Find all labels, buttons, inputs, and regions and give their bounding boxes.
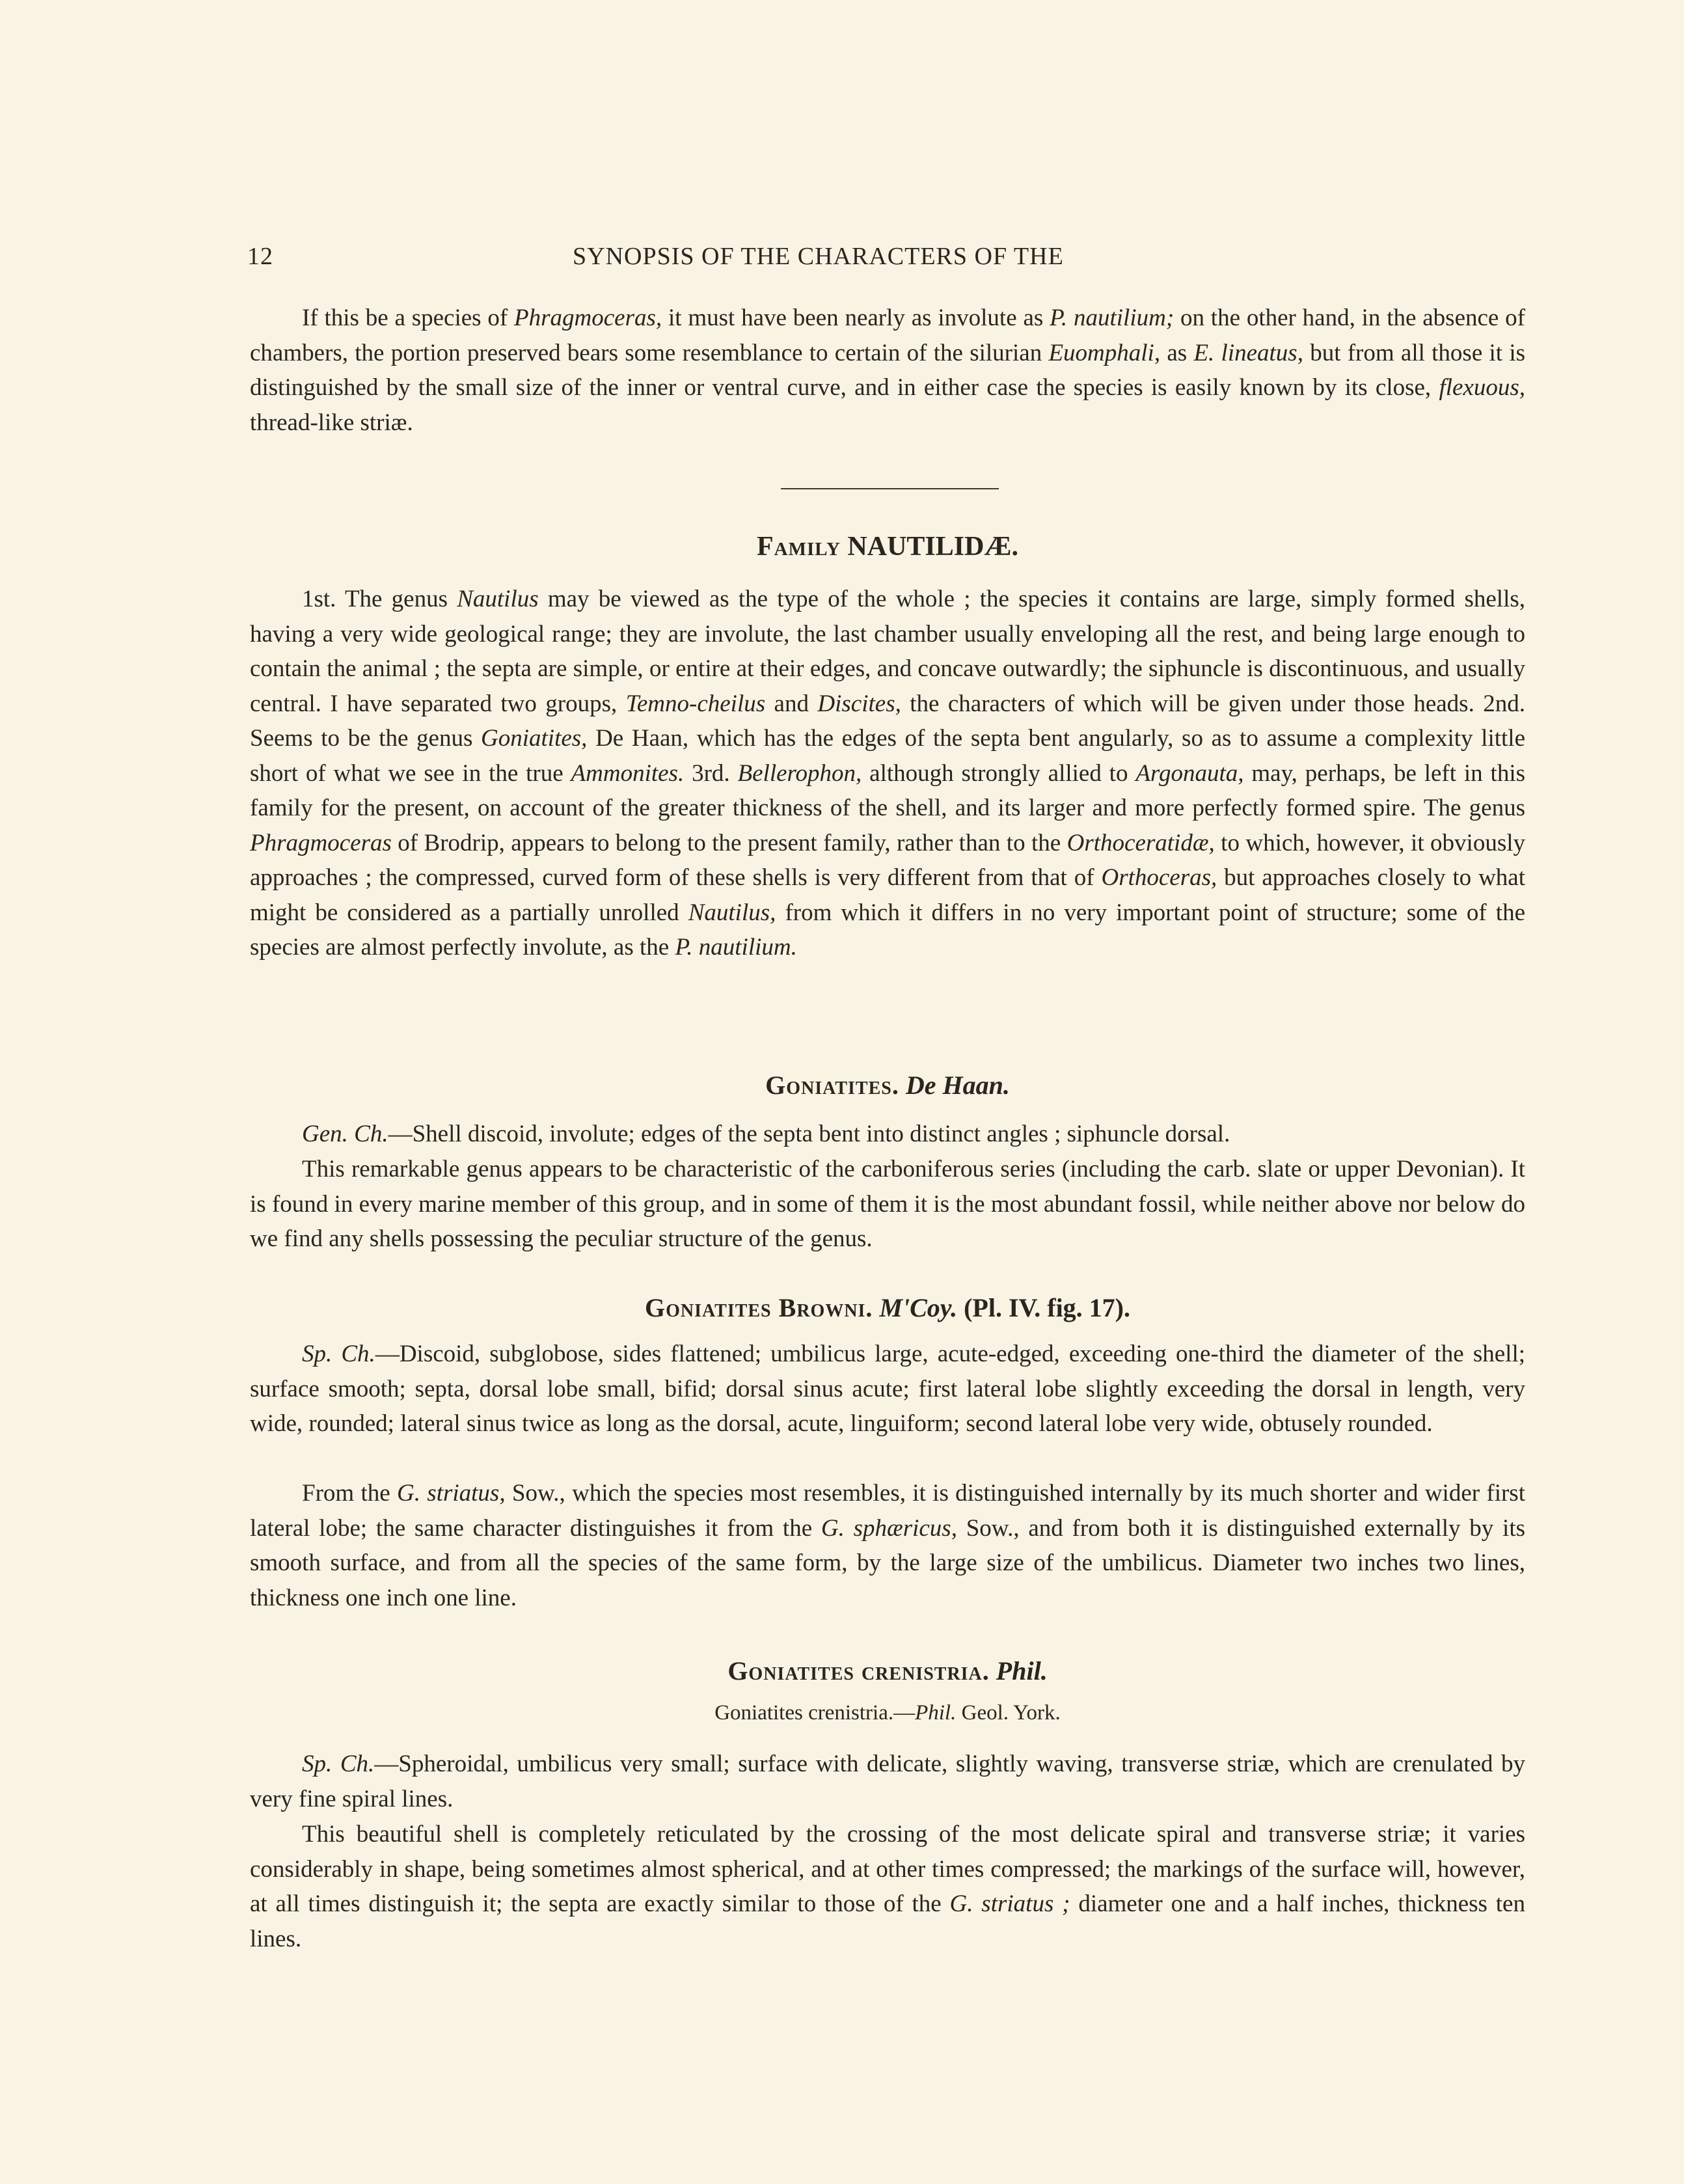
goniatites-description: This remarkable genus appears to be characteristic of the carboniferous series (including the carb. slate or upper Devonian). It is found in every marine member of this group, and in some of them it is the most abundant fossil, while neither above nor below do we find any shells possessing the peculiar structure of the genus. [250, 1156, 1525, 1252]
page-number: 12 [247, 243, 273, 270]
crenistria-description: This beautiful shell is completely reticulated by the crossing of the most delicate spiral and transverse striæ; it varies considerably in shape, being sometimes almost spherical, and at other times compressed; the markings of the surface will, however, at all times distinguish it; the septa are exactly similar to those of the G. striatus ; diameter one and a half inches, thickness ten lines. [250, 1821, 1525, 1952]
crenistria-specific-characters: Sp. Ch.—Spheroidal, umbilicus very small; surface with delicate, slightly waving, transverse striæ, which are crenulated by very fine spiral lines. [250, 1751, 1525, 1812]
browni-description: From the G. striatus, Sow., which the species most resembles, it is distinguished internally by its much shorter and wider first lateral lobe; the same character distinguishes it from the G. sphæricus, Sow., and from both it is distinguished externally by its smooth surface, and from all the species of the same form, by the large size of the umbilicus. Diameter two inches two lines, thickness one inch one line. [250, 1480, 1526, 1611]
species-heading-browni: Goniatites Browni. M'Coy. (Pl. IV. fig. 17). [644, 1293, 1130, 1322]
running-head [247, 242, 1523, 275]
section-divider [781, 488, 999, 489]
species-heading-crenistria: Goniatites crenistria. Phil. [727, 1656, 1048, 1686]
family-heading: Family NAUTILIDÆ. [757, 532, 1018, 562]
running-title: SYNOPSIS OF THE CHARACTERS OF THE [573, 243, 1064, 270]
intro-paragraph: If this be a species of Phragmoceras, it must have been nearly as involute as P. nautilium; on the other hand, in the absence of chambers, the portion preserved bears some resemblance to certain of the silurian Euomphali, as E. lineatus, but from all those it is distinguished by the small size of the inner or ventral curve, and in either case the species is easily known by its close, flexuous, thread-like striæ. [250, 305, 1525, 436]
browni-specific-characters: Sp. Ch.—Discoid, subglobose, sides flattened; umbilicus large, acute-edged, exceeding one-third the diameter of the shell; surface smooth; septa, dorsal lobe small, bifid; dorsal sinus acute; first lateral lobe slightly exceeding the dorsal in length, very wide, rounded; lateral sinus twice as long as the dorsal, acute, linguiform; second lateral lobe very wide, obtusely rounded. [250, 1341, 1525, 1437]
genus-heading-goniatites: Goniatites. De Haan. [765, 1071, 1010, 1100]
crenistria-synonymy: Goniatites crenistria.—Phil. Geol. York. [714, 1701, 1061, 1725]
family-paragraph: 1st. The genus Nautilus may be viewed as the type of the whole ; the species it contains are large, simply formed shells, having a very wide geological range; they are involute, the last chamber usually enveloping all the rest, and being large enough to contain the animal ; the septa are simple, or entire at their edges, and concave outwardly; the siphuncle is discontinuous, and usually central. I have separated two groups, Temno-cheilus and Discites, the characters of which will be given under those heads. 2nd. Seems to be the genus Goniatites, De Haan, which has the edges of the septa bent angularly, so as to assume a complexity little short of what we see in the true Ammonites. 3rd. Bellerophon, although strongly allied to Argonauta, may, perhaps, be left in this family for the present, on account of the greater thickness of the shell, and its larger and more perfectly formed spire. The genus Phragmoceras of Brodrip, appears to belong to the present family, rather than to the Orthoceratidæ, to which, however, it obviously approaches ; the compressed, curved form of these shells is very different from that of Orthoceras, but approaches closely to what might be considered as a partially unrolled Nautilus, from which it differs in no very important point of structure; some of the species are almost perfectly involute, as the P. nautilium. [250, 586, 1525, 961]
goniatites-generic-characters: Gen. Ch.—Shell discoid, involute; edges of the septa bent into distinct angles ; siphuncle dorsal. [302, 1121, 1230, 1147]
